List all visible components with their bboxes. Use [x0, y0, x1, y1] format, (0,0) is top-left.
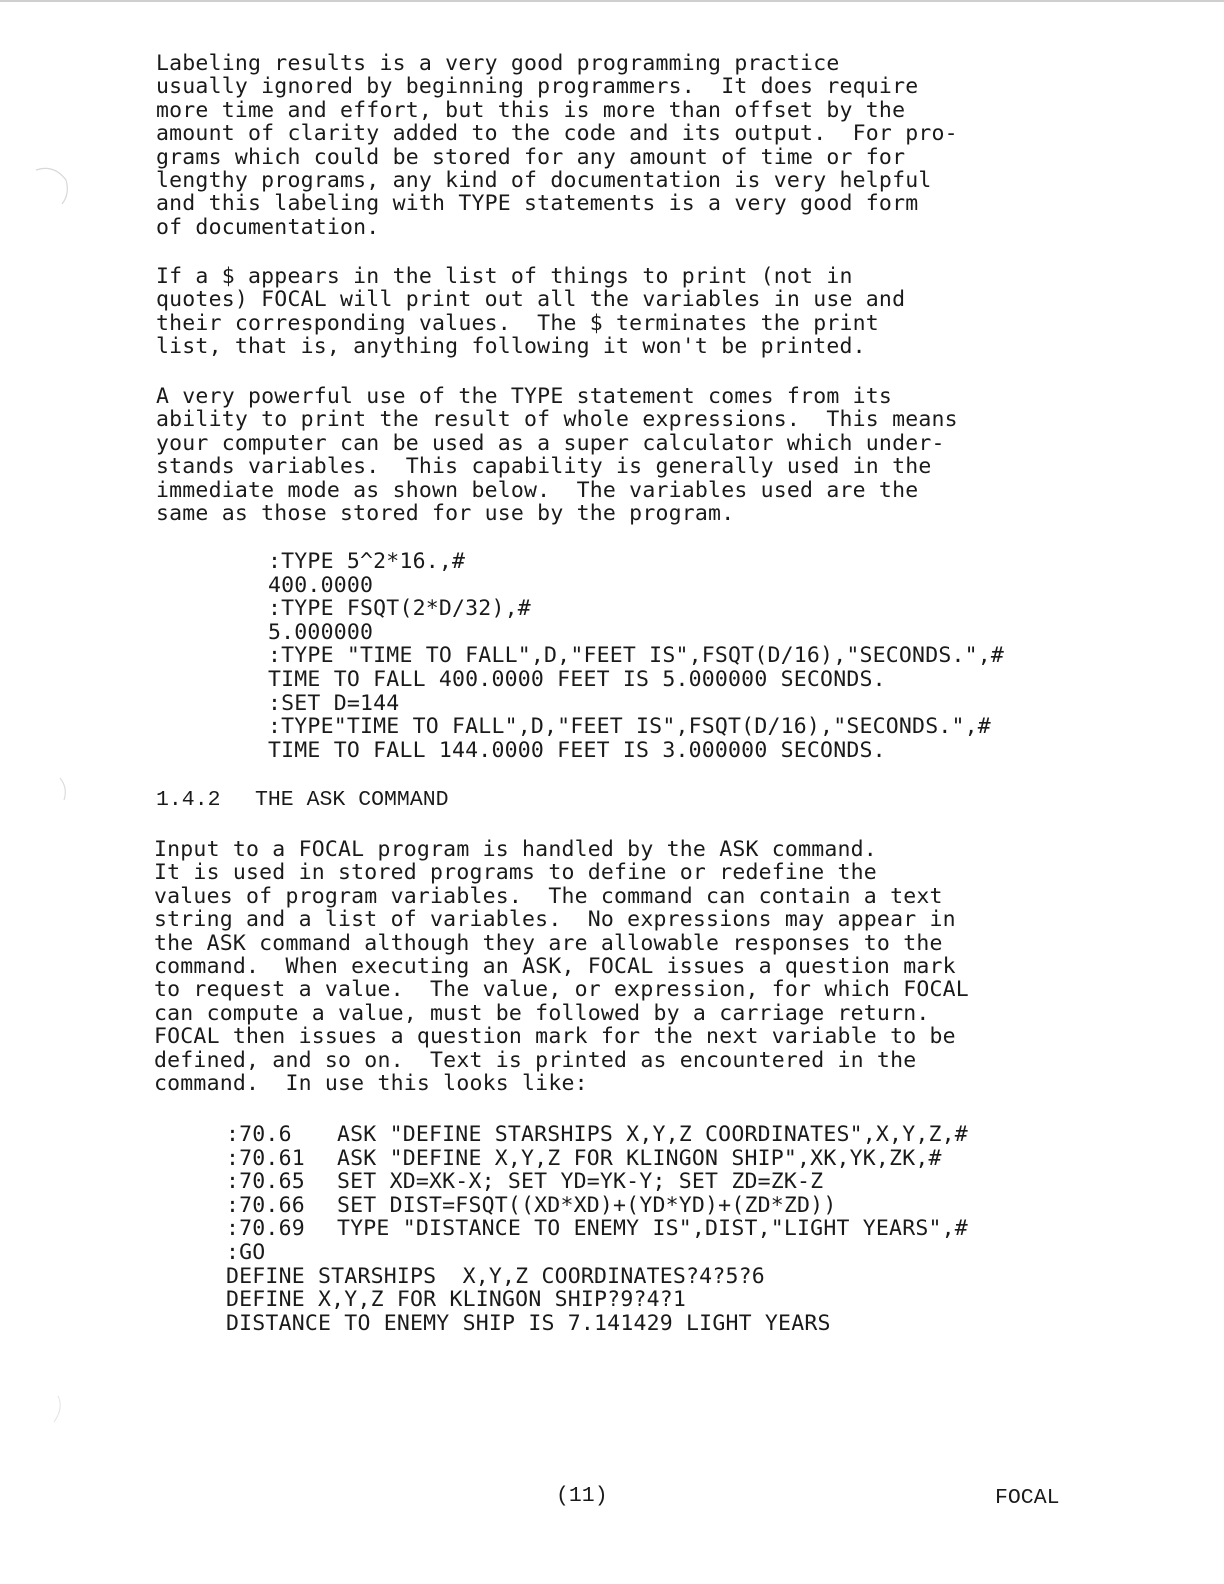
line-code: SET XD=XK-X; SET YD=YK-Y; SET ZD=ZK-Z	[337, 1169, 824, 1195]
code-line: :TYPE FSQT(2*D/32),#	[268, 596, 531, 622]
type-example-listing	[268, 550, 1004, 762]
line-code: SET DIST=FSQT((XD*XD)+(YD*YD)+(ZD*ZD))	[337, 1192, 837, 1218]
output-line: DEFINE STARSHIPS X,Y,Z COORDINATES?4?5?6	[226, 1263, 765, 1289]
paragraph-dollar-sign: If a $ appears in the list of things to print (not in quotes) FOCAL will print out all the variables in use and their corresponding values. The $ terminates the print list, that is, anything following it won't be printed.	[156, 264, 906, 360]
line-number: :70.65	[226, 1169, 305, 1195]
scan-edge	[0, 0, 1224, 2]
footer-title: FOCAL	[995, 1486, 1060, 1510]
code-line: 5.000000	[268, 619, 374, 645]
scan-artifacts	[24, 160, 74, 1460]
line-number: :70.6	[226, 1122, 292, 1147]
code-line: :SET D=144	[268, 690, 400, 716]
page-number: (11)	[556, 1484, 608, 1508]
program-line	[226, 1123, 968, 1147]
paragraph-expressions: A very powerful use of the TYPE statement comes from its ability to print the result of whole expressions. This means your computer can be used as a super calculator which under- stands variables. This capability is generally used in the immediate mode as shown below. The variables used are the same as those stored for use by the program.	[156, 384, 958, 527]
program-line	[226, 1194, 968, 1218]
output-line: DISTANCE TO ENEMY SHIP IS 7.141429 LIGHT YEARS	[226, 1310, 831, 1336]
code-line: :TYPE "TIME TO FALL",D,"FEET IS",FSQT(D/16),"SECONDS.",#	[268, 643, 1005, 669]
paragraph-ask-command: Input to a FOCAL program is handled by the ASK command. It is used in stored programs to define or redefine the values of program variables. The command can contain a text string and a list of variables. No expressions may appear in the ASK command although they are allowable responses to the command. When executing an ASK, FOCAL issues a question mark to request a value. The value, or expression, for which FOCAL can compute a value, must be followed by a carriage return. FOCAL then issues a question mark for the next variable to be defined, and so on. Text is printed as encountered in the command. In use this looks like:	[154, 837, 969, 1097]
section-heading	[156, 788, 449, 812]
line-code: TYPE "DISTANCE TO ENEMY IS",DIST,"LIGHT YEARS",#	[337, 1216, 968, 1242]
ask-example-listing	[226, 1123, 968, 1335]
section-title: THE ASK COMMAND	[255, 788, 449, 812]
line-code: ASK "DEFINE STARSHIPS X,Y,Z COORDINATES",X,Y,Z,#	[337, 1122, 968, 1147]
program-line	[226, 1217, 968, 1241]
paragraph-labeling: Labeling results is a very good programming practice usually ignored by beginning programmers. It does require more time and effort, but this is more than offset by the amount of clarity added to the code and its output. For pro- grams which could be stored for any amount of time or for lengthy programs, any kind of documentation is very helpful and this labeling with TYPE statements is a very good form of documentation.	[156, 51, 958, 240]
output-line: DEFINE X,Y,Z FOR KLINGON SHIP?9?4?1	[226, 1287, 687, 1313]
section-number: 1.4.2	[156, 788, 221, 812]
program-line	[226, 1170, 968, 1194]
line-number: :70.66	[226, 1192, 305, 1218]
line-number: :70.61	[226, 1145, 305, 1171]
line-code: ASK "DEFINE X,Y,Z FOR KLINGON SHIP",XK,YK,ZK,#	[337, 1145, 942, 1171]
code-line: :TYPE"TIME TO FALL",D,"FEET IS",FSQT(D/16),"SECONDS.",#	[268, 714, 991, 740]
code-line: TIME TO FALL 400.0000 FEET IS 5.000000 SECONDS.	[268, 666, 886, 692]
code-line: TIME TO FALL 144.0000 FEET IS 3.000000 SECONDS.	[268, 737, 886, 763]
output-line: :GO	[226, 1239, 266, 1265]
line-number: :70.69	[226, 1216, 305, 1242]
code-line: 400.0000	[268, 572, 374, 598]
code-line: :TYPE 5^2*16.,#	[268, 549, 466, 574]
program-line	[226, 1147, 968, 1171]
